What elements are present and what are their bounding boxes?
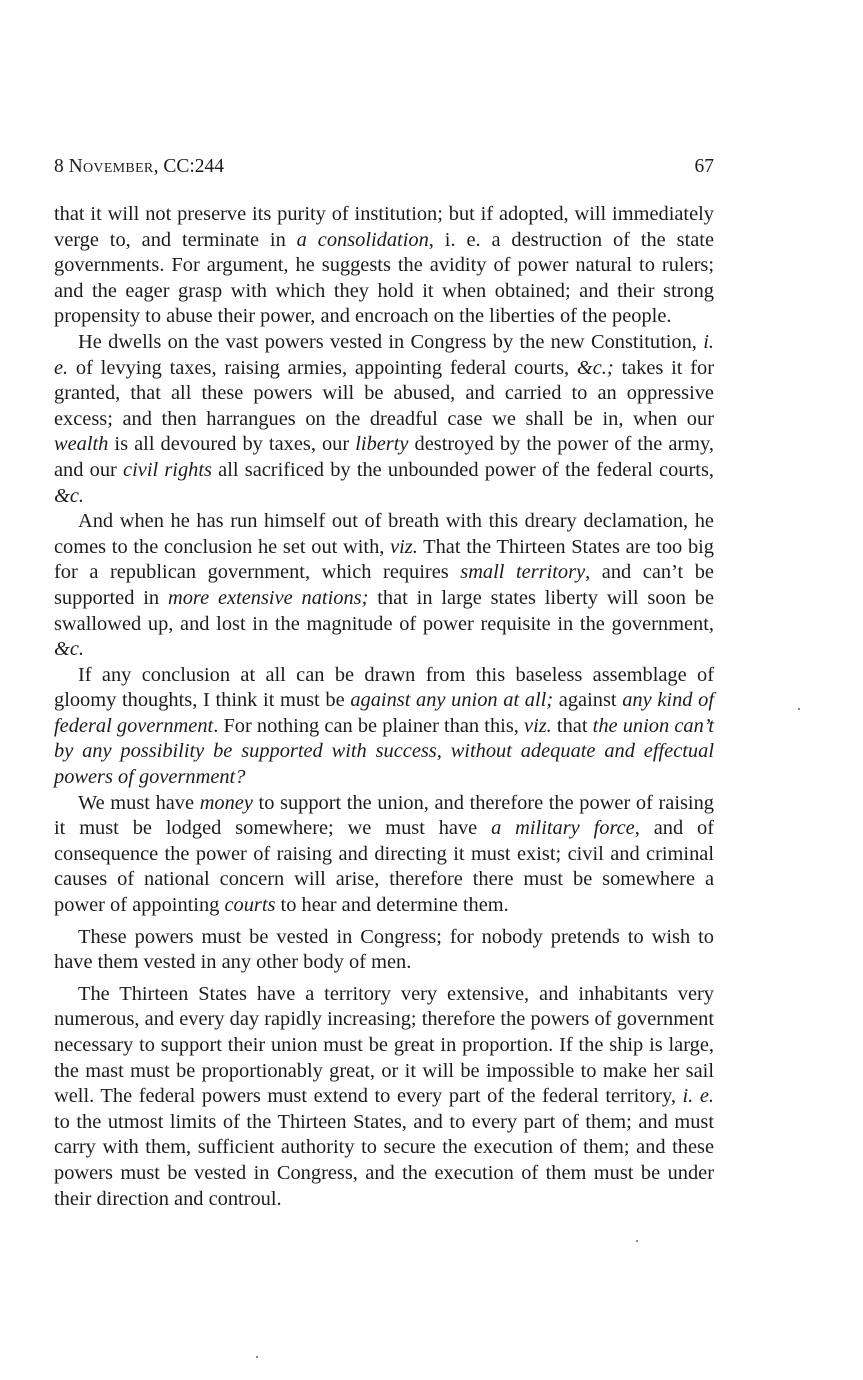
italic-text: money xyxy=(199,791,253,814)
text-run: takes it for granted, that all these powers will be abused, and carried to an oppressive excess; and then harrangues on the dreadful case we shall be in, when our xyxy=(54,356,714,430)
italic-text: &c. xyxy=(54,484,85,507)
italic-text: any kind of federal government xyxy=(54,689,714,737)
italic-text: liberty xyxy=(355,433,409,456)
italic-text: viz. xyxy=(390,535,418,558)
text-run: that in large states liberty will soon be swallowed up, and lost in the magnitude of power requisite in the government, xyxy=(54,586,714,635)
paragraph-1 xyxy=(54,202,714,330)
page-number: 67 xyxy=(694,156,714,177)
text-run: is all devoured by taxes, our xyxy=(108,433,356,456)
text-run: to the utmost limits of the Thirteen States, and to every part of them; and must carry with them, sufficient authority to secure the execution of them; and these powers must be vested in Congress, and the execution of them must be under their direction and controul. xyxy=(54,1110,714,1210)
italic-text: courts xyxy=(224,894,276,917)
paragraph-4 xyxy=(54,663,714,791)
body-text xyxy=(54,202,714,1212)
running-head-title xyxy=(54,152,224,182)
italic-text: wealth xyxy=(54,433,109,456)
text-run: That the Thirteen States are too big for a republican government, which requires xyxy=(54,535,715,584)
text-run: . For nothing can be plainer than this, xyxy=(213,714,525,737)
paper-speck xyxy=(256,1356,258,1358)
italic-text: viz. xyxy=(524,714,552,737)
paragraph-6 xyxy=(54,925,714,976)
head-month: November xyxy=(68,156,154,177)
paper-speck xyxy=(798,708,800,710)
italic-text: against any union at all; xyxy=(350,689,554,712)
text-run: These powers must be vested in Congress; for nobody pretends to wish to have them vested in any other body of men. xyxy=(54,925,714,974)
text-run: , and of consequence the power of raising and directing it must exist; civil and criminal causes of national concern will arise, therefore there must be somewhere a power of appointing xyxy=(54,817,714,917)
text-run: , i. e. a destruction of the state governments. For argument, he suggests the avidity of power natural to rulers; and the eager grasp with which they hold it when obtained; and their strong propensity to abuse their power, and encroach on the liberties of the people. xyxy=(54,228,715,328)
paper-speck xyxy=(636,1240,638,1242)
text-run: We must have xyxy=(78,791,200,814)
head-doc-ref: , CC:244 xyxy=(153,156,224,177)
document-page xyxy=(54,152,714,1212)
paragraph-5 xyxy=(54,791,714,919)
italic-text: a consolidation xyxy=(296,228,429,251)
paragraph-2 xyxy=(54,330,714,509)
text-run: to hear and determine them. xyxy=(275,894,509,917)
text-run: against xyxy=(553,689,623,712)
italic-text: i. e. xyxy=(54,330,714,379)
italic-text: civil rights xyxy=(123,458,212,481)
text-run: to support the union, and therefore the power of raising it must be lodged somewhere; we must have xyxy=(54,791,714,840)
paragraph-7 xyxy=(54,982,714,1212)
paragraph-3 xyxy=(54,509,714,663)
text-run: that xyxy=(551,714,593,737)
head-date: 8 xyxy=(54,156,69,177)
text-run: The Thirteen States have a territory very extensive, and inhabitants very numerous, and every day rapidly increasing; therefore the powers of government necessary to support their union must be great in proportion. If the ship is large, the mast must be proportionably great, or it will be impossible to make her sail well. The federal powers must extend to every part of the federal territory, xyxy=(54,982,714,1108)
italic-text: a military force xyxy=(491,817,635,840)
text-run: , and can’t be supported in xyxy=(54,561,714,609)
italic-text: small territory xyxy=(460,561,586,584)
text-run: He dwells on the vast powers vested in Congress by the new Constitution, xyxy=(78,330,704,353)
italic-text: &c. xyxy=(54,638,85,661)
text-run: And when he has run himself out of breath with this dreary declamation, he comes to the conclusion he set out with, xyxy=(54,510,714,558)
text-run: that it will not preserve its purity of institution; but if adopted, will immediately verge to, and terminate in xyxy=(54,203,714,251)
text-run: destroyed by the power of the army, and our xyxy=(54,433,714,481)
text-run: If any conclusion at all can be drawn from this baseless assemblage of gloomy thoughts, I think it must be xyxy=(54,663,714,712)
text-run: of levying taxes, raising armies, appointing federal courts, xyxy=(68,356,577,379)
italic-text: &c.; xyxy=(576,356,614,379)
italic-text: more extensive nations; xyxy=(167,586,369,609)
italic-text: the union can’t by any possibility be supported with success, without adequate and effectual powers of government? xyxy=(54,714,714,789)
text-run: all sacrificed by the unbounded power of the federal courts, xyxy=(211,458,714,481)
italic-text: i. e. xyxy=(682,1085,714,1108)
running-head xyxy=(54,152,714,186)
